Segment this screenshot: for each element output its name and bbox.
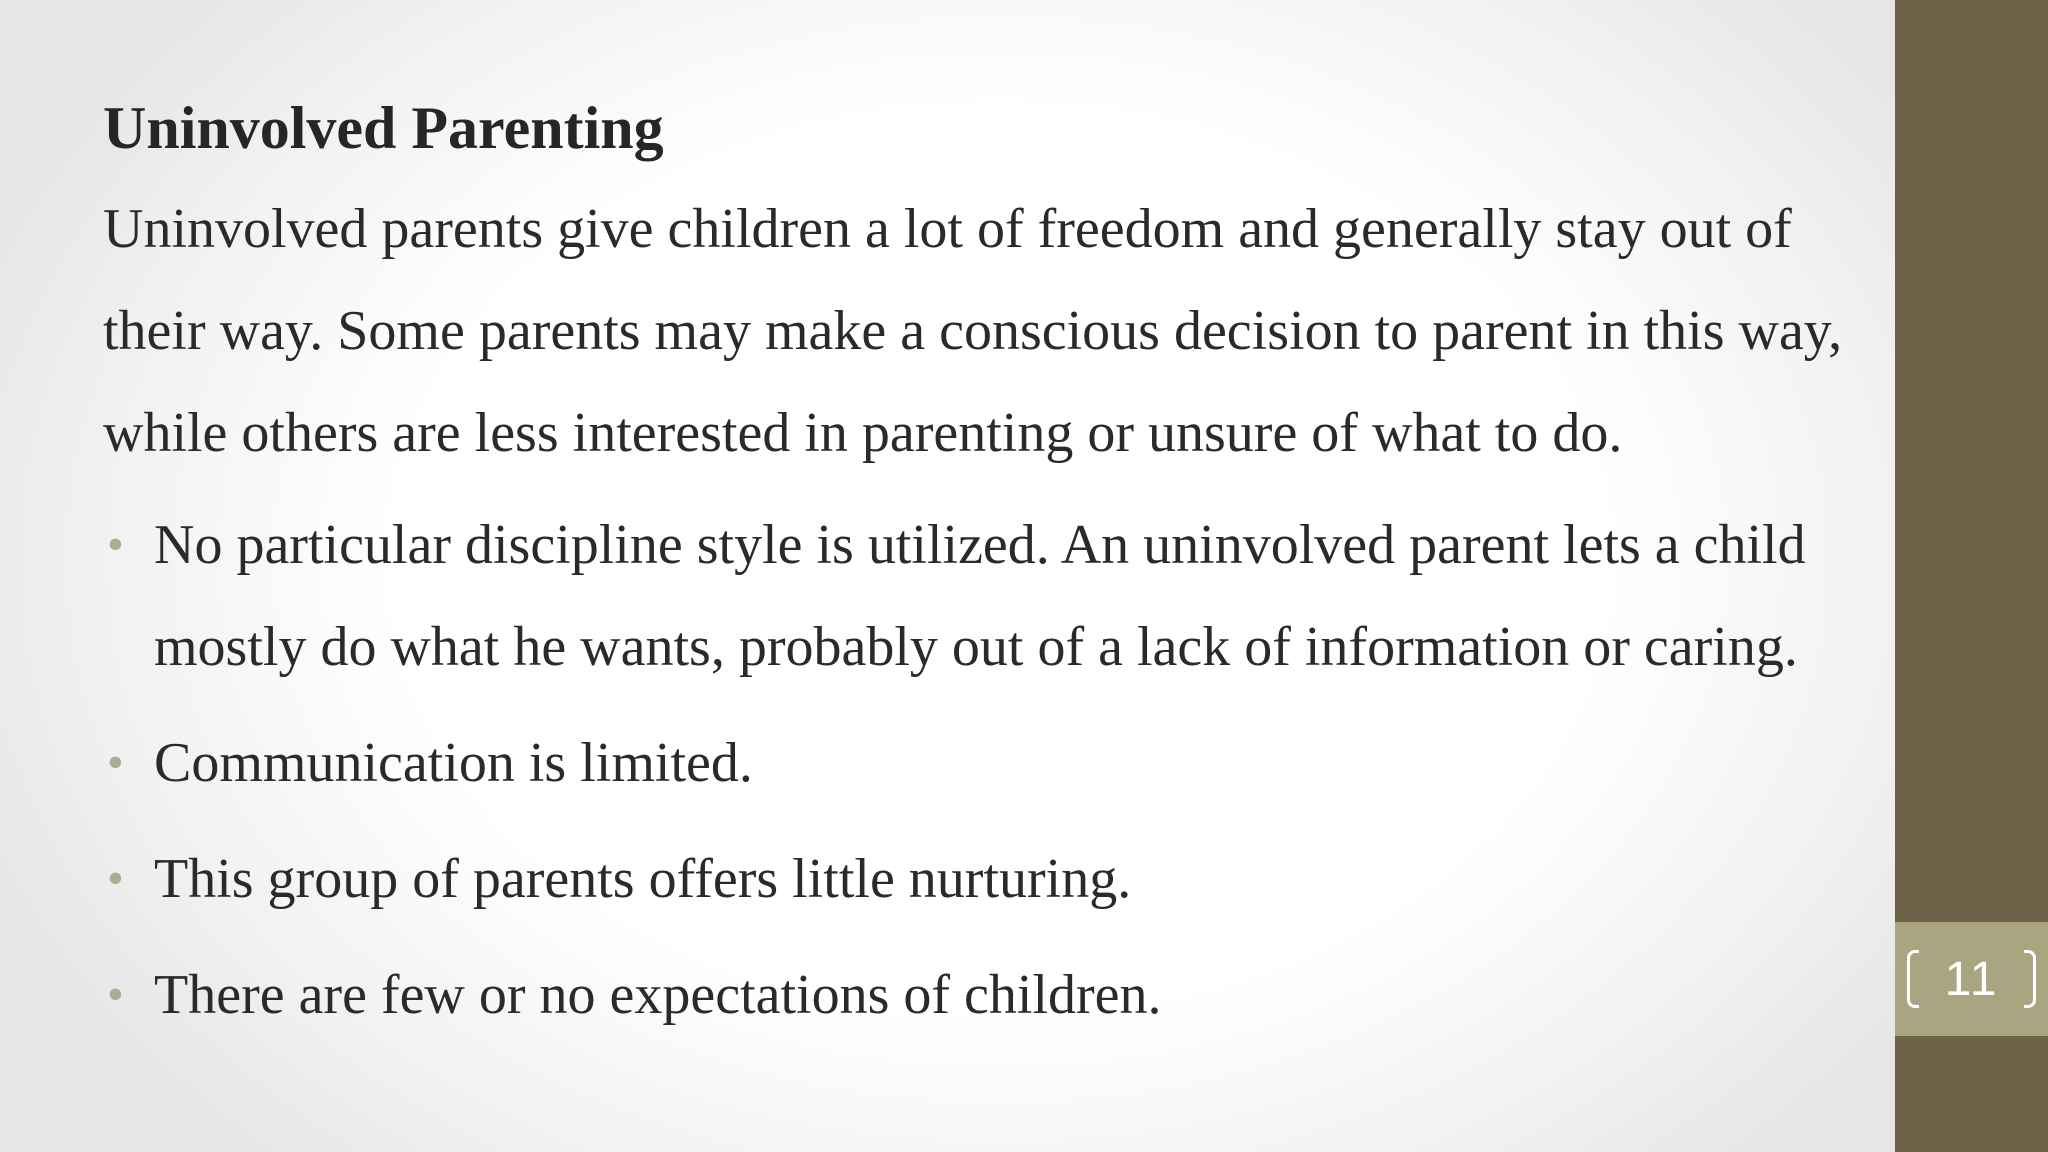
intro-line: while others are less interested in parenting or unsure of what to do. [103,402,1623,464]
slide-title: Uninvolved Parenting [103,95,664,161]
intro-line: their way. Some parents may make a conscious decision to parent in this way, [103,300,1843,362]
intro-line: Uninvolved parents give children a lot of freedom and generally stay out of [103,198,1792,260]
bullet-icon: • [107,518,124,571]
bullet-icon: • [107,852,124,905]
bullet-item [103,712,1883,814]
right-bracket-icon [2024,950,2036,1008]
bullet-text: This group of parents offers little nurturing. [154,848,1132,910]
bullet-text: mostly do what he wants, probably out of a lack of information or caring. [154,616,1798,678]
bullet-item [103,494,1883,698]
page-number: 11 [1944,952,1999,1006]
bullet-icon: • [107,968,124,1021]
bullet-item [103,944,1883,1046]
bullet-text: No particular discipline style is utilized. An uninvolved parent lets a child [154,514,1806,576]
left-bracket-icon [1907,950,1919,1008]
intro-paragraph [103,178,1883,484]
bullet-item [103,828,1883,930]
bullet-list [103,494,1883,1046]
page-number-badge [1895,922,2048,1036]
bullet-icon: • [107,736,124,789]
bullet-text: There are few or no expectations of children. [154,964,1162,1026]
bullet-text: Communication is limited. [154,732,753,794]
slide-content [103,78,1883,1060]
